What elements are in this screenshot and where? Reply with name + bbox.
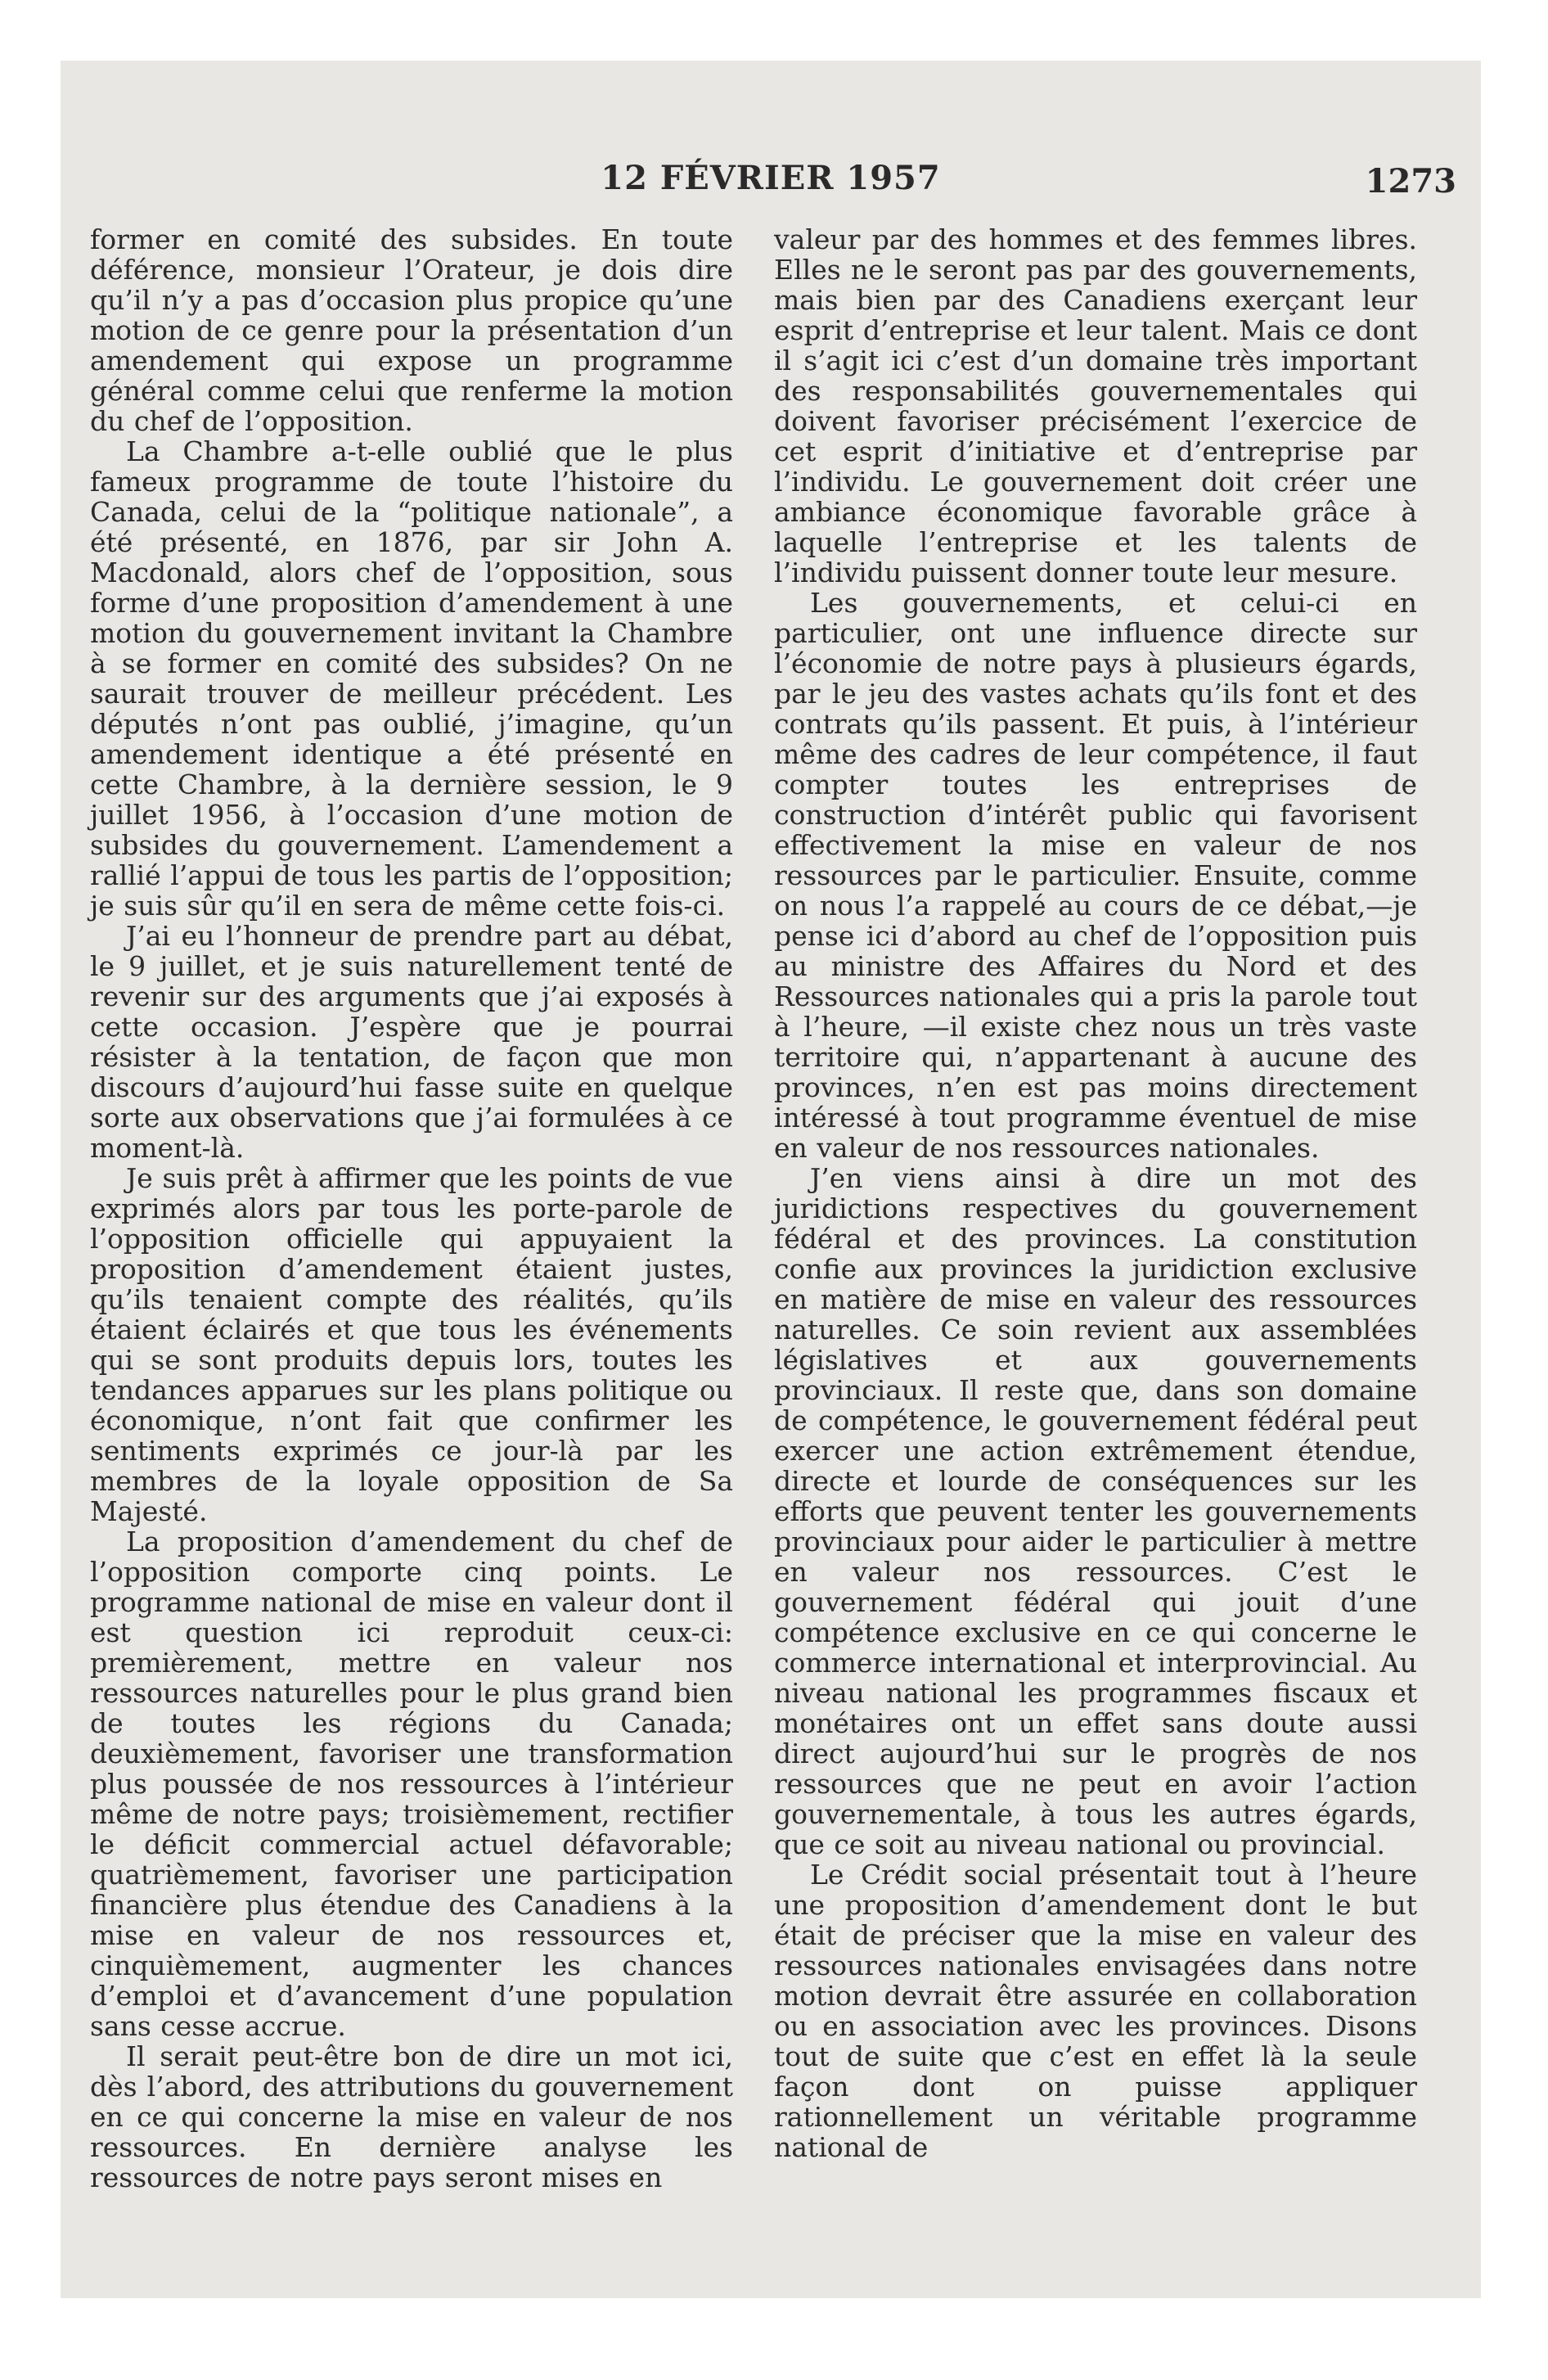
- paragraph: J’en viens ainsi à dire un mot des juridictions respectives du gouvernement fédéral et des provinces. La constitution confie aux provinces la juridiction exclusive en matière de mise en valeur des ressources naturelles. Ce soin revient aux assemblées législatives et aux gouvernements provinciaux. Il reste que, dans son domaine de compétence, le gouvernement fédéral peut exercer une action extrêmement étendue, directe et lourde de conséquences sur les efforts que peuvent tenter les gouvernements provinciaux pour aider le particulier à mettre en valeur nos ressources. C’est le gouvernement fédéral qui jouit d’une compétence exclusive en ce qui concerne le commerce international et interprovincial. Au niveau national les programmes fiscaux et monétaires ont un effet sans doute aussi direct aujourd’hui sur le progrès de nos ressources que ne peut en avoir l’action gouvernementale, à tous les autres égards, que ce soit au niveau national ou provincial.: [774, 1162, 1417, 1860]
- paragraph: Le Crédit social présentait tout à l’heure une proposition d’amendement dont le but était de préciser que la mise en valeur des ressources nationales envisagées dans notre motion devrait être assurée en collaboration ou en association avec les provinces. Disons tout de suite que c’est en effet là la seule façon dont on puisse appliquer rationnellement un véritable programme national de: [774, 1859, 1417, 2163]
- paragraph: La proposition d’amendement du chef de l’opposition comporte cinq points. Le programme national de mise en valeur dont il est question ici reproduit ceux-ci: premièrement, mettre en valeur nos ressources naturelles pour le plus grand bien de toutes les régions du Canada; deuxièmement, favoriser une transformation plus poussée de nos ressources à l’intérieur même de notre pays; troisièmement, rectifier le déficit commercial actuel défavorable; quatrièmement, favoriser une participation financière plus étendue des Canadiens à la mise en valeur de nos ressources et, cinquièmement, augmenter les chances d’emploi et d’avancement d’une population sans cesse accrue.: [90, 1526, 733, 2042]
- paragraph: J’ai eu l’honneur de prendre part au débat, le 9 juillet, et je suis naturellement tenté de revenir sur des arguments que j’ai exposés à cette occasion. J’espère que je pourrai résister à la tentation, de façon que mon discours d’aujourd’hui fasse suite en quelque sorte aux observations que j’ai formulées à ce moment-là.: [90, 920, 733, 1164]
- paragraph: La Chambre a-t-elle oublié que le plus fameux programme de toute l’histoire du Canada, celui de la “politique nationale”, a été présenté, en 1876, par sir John A. Macdonald, alors chef de l’opposition, sous forme d’une proposition d’amendement à une motion du gouvernement invitant la Chambre à se former en comité des subsides? On ne saurait trouver de meilleur précédent. Les députés n’ont pas oublié, j’imagine, qu’un amendement identique a été présenté en cette Chambre, à la dernière session, le 9 juillet 1956, à l’occasion d’une motion de subsides du gouvernement. L’amendement a rallié l’appui de tous les partis de l’opposition; je suis sûr qu’il en sera de même cette fois-ci.: [90, 435, 733, 922]
- right-column: [774, 224, 1417, 2162]
- paragraph: Il serait peut-être bon de dire un mot ici, dès l’abord, des attributions du gouvernement en ce qui concerne la mise en valeur de nos ressources. En dernière analyse les ressources de notre pays seront mises en: [90, 2040, 733, 2193]
- paragraph: Je suis prêt à affirmer que les points de vue exprimés alors par tous les porte-parole de l’opposition officielle qui appuyaient la proposition d’amendement étaient justes, qu’ils tenaient compte des réalités, qu’ils étaient éclairés et que tous les événements qui se sont produits depuis lors, toutes les tendances apparues sur les plans politique ou économique, n’ont fait que confirmer les sentiments exprimés ce jour-là par les membres de la loyale opposition de Sa Majesté.: [90, 1162, 733, 1527]
- page-number: 1273: [1365, 162, 1456, 201]
- left-column: [90, 224, 733, 2193]
- paragraph: former en comité des subsides. En toute déférence, monsieur l’Orateur, je dois dire qu’il n’y a pas d’occasion plus propice qu’une motion de ce genre pour la présentation d’un amendement qui expose un programme général comme celui que renferme la motion du chef de l’opposition.: [90, 223, 733, 437]
- paragraph: Les gouvernements, et celui-ci en particulier, ont une influence directe sur l’économie de notre pays à plusieurs égards, par le jeu des vastes achats qu’ils font et des contrats qu’ils passent. Et puis, à l’intérieur même des cadres de leur compétence, il faut compter toutes les entreprises de construction d’intérêt public qui favorisent effectivement la mise en valeur de nos ressources par le particulier. Ensuite, comme on nous l’a rappelé au cours de ce débat,—je pense ici d’abord au chef de l’opposition puis au ministre des Affaires du Nord et des Ressources nationales qui a pris la parole tout à l’heure, —il existe chez nous un très vaste territoire qui, n’appartenant à aucune des provinces, n’en est pas moins directement intéressé à tout programme éventuel de mise en valeur de nos ressources nationales.: [774, 587, 1417, 1164]
- paragraph: valeur par des hommes et des femmes libres. Elles ne le seront pas par des gouvernements, mais bien par des Canadiens exerçant leur esprit d’entreprise et leur talent. Mais ce dont il s’agit ici c’est d’un domaine très important des responsabilités gouvernementales qui doivent favoriser précisément l’exercice de cet esprit d’initiative et d’entreprise par l’individu. Le gouvernement doit créer une ambiance économique favorable grâce à laquelle l’entreprise et les talents de l’individu puissent donner toute leur mesure.: [774, 223, 1417, 588]
- scanned-page: [61, 61, 1481, 2298]
- page-header-date: 12 FÉVRIER 1957: [601, 159, 941, 197]
